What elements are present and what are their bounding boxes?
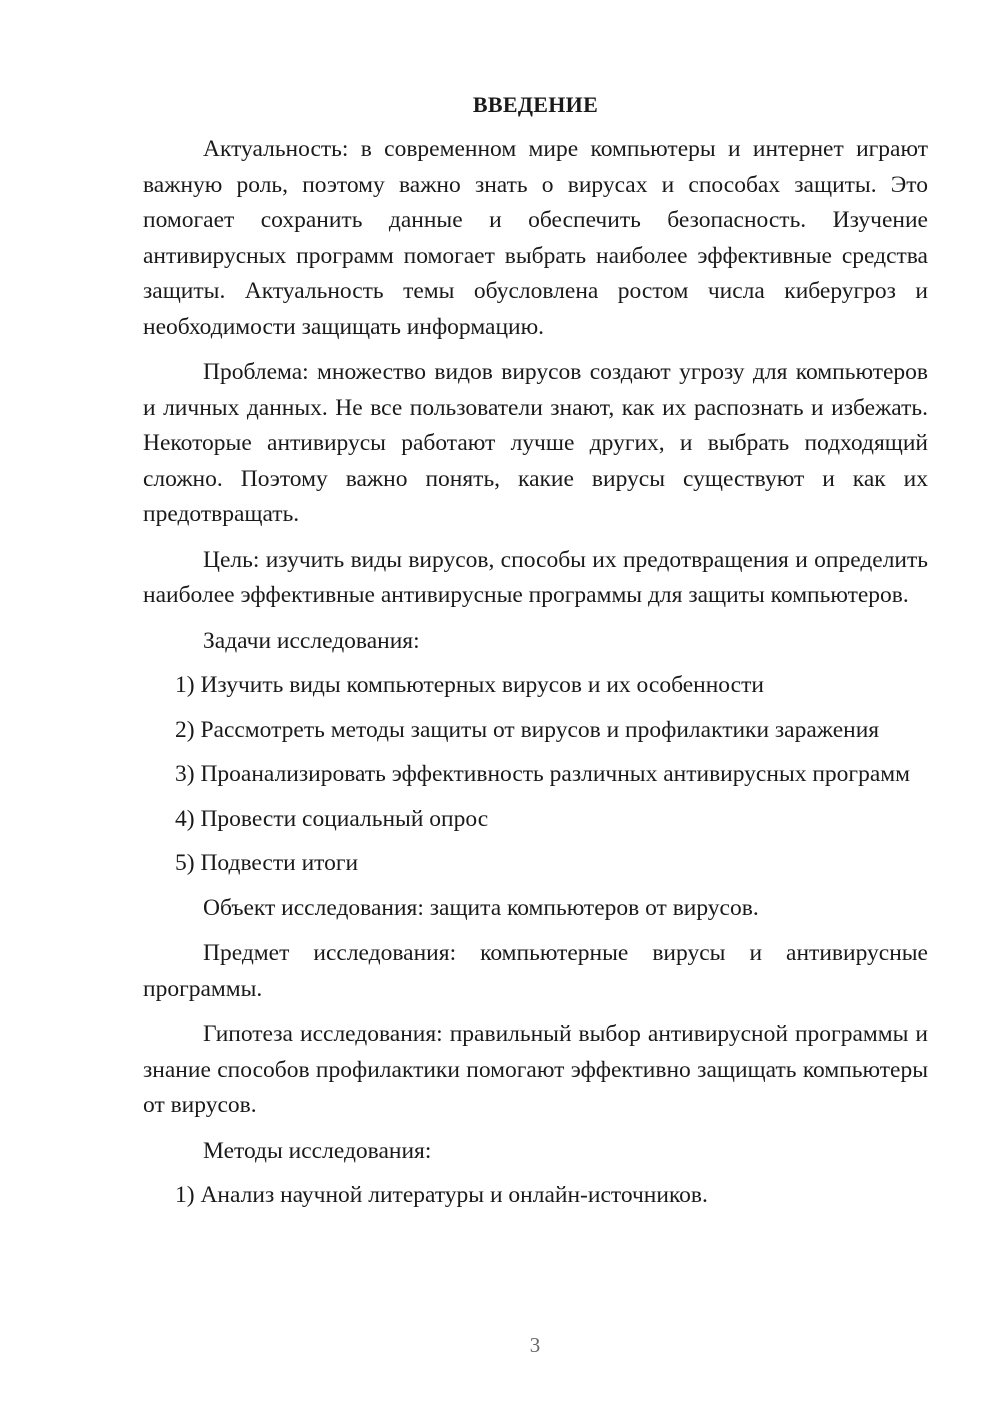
page-number: 3: [529, 1333, 541, 1357]
task-item-5: 5) Подвести итоги: [175, 850, 359, 876]
object-paragraph: Объект исследования: защита компьютеров от вирусов.: [203, 894, 759, 921]
relevance-paragraph: Актуальность: в современном мире компьютеры и интернет играют важную роль, поэтому важно знать о вирусах и способах защиты. Это помогает сохранить данные и обеспечить безопасность. Изучение антивирусных программ помогает выбрать наиболее эффективные средства защиты. Актуальность темы обусловлена ростом числа киберугроз и необходимости защищать информацию.: [143, 136, 928, 340]
hypothesis-paragraph: Гипотеза исследования: правильный выбор антивирусной программы и знание способов профилактики помогают эффективно защищать компьютеры от вирусов.: [143, 1021, 928, 1118]
problem-paragraph: Проблема: множество видов вирусов создают угрозу для компьютеров и личных данных. Не все пользователи знают, как их распознать и избежать. Некоторые антивирусы работают лучше других, и выбрать подходящий сложно. Поэтому важно понять, какие вирусы существуют и как их предотвращать.: [143, 359, 928, 527]
task-item-1: 1) Изучить виды компьютерных вирусов и их особенности: [175, 672, 764, 698]
subject-paragraph: Предмет исследования: компьютерные вирусы и антивирусные программы.: [143, 940, 928, 1002]
page-title: ВВЕДЕНИЕ: [472, 92, 599, 117]
document-page: [143, 90, 928, 1223]
method-item-1: 1) Анализ научной литературы и онлайн-источников.: [175, 1182, 708, 1208]
goal-paragraph: Цель: изучить виды вирусов, способы их предотвращения и определить наиболее эффективные антивирусные программы для защиты компьютеров.: [143, 546, 928, 608]
task-item-2: 2) Рассмотреть методы защиты от вирусов и профилактики заражения: [175, 716, 880, 743]
tasks-label: Задачи исследования:: [203, 627, 420, 654]
task-item-3: 3) Проанализировать эффективность различных антивирусных программ: [175, 761, 910, 787]
task-item-4: 4) Провести социальный опрос: [175, 805, 489, 832]
methods-label: Методы исследования:: [203, 1137, 432, 1164]
